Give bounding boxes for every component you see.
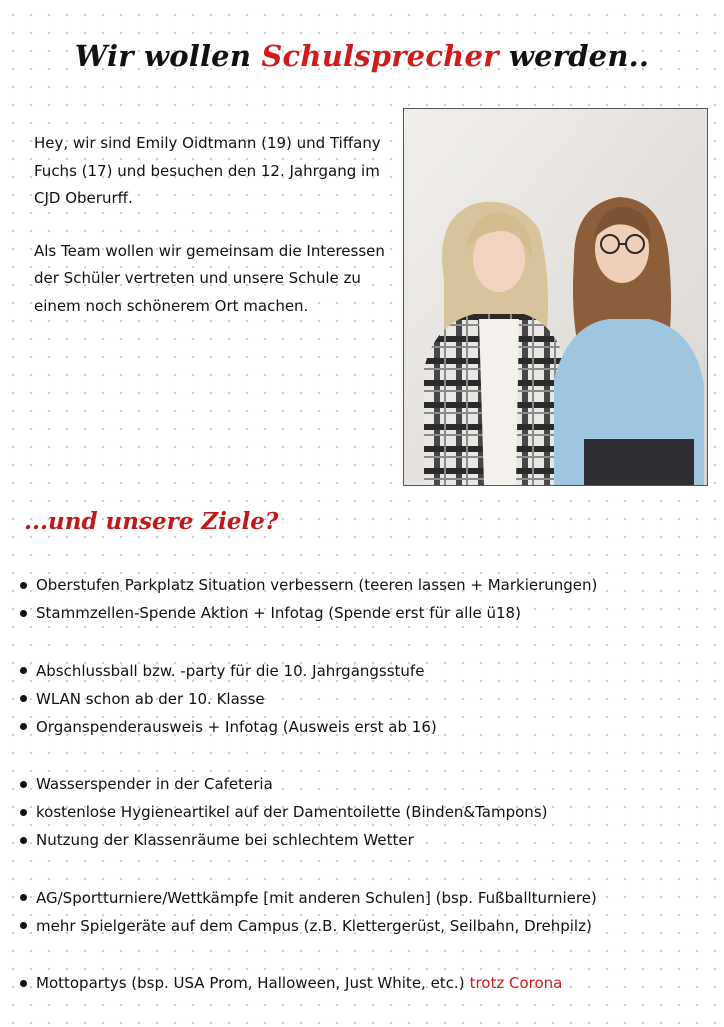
goal-group-5: [20, 969, 720, 997]
intro-paragraph-1: Hey, wir sind Emily Oidtmann (19) und Tiffany Fuchs (17) und besuchen den 12. Jahrgang im CJD Oberurff.: [34, 134, 381, 207]
goals-list: [20, 571, 720, 1027]
list-item: [20, 599, 720, 627]
list-item: [20, 571, 720, 599]
page-title: [0, 39, 724, 73]
bullet-icon: [20, 695, 27, 702]
headline-highlight: Schulsprecher: [261, 39, 499, 74]
bullet-icon: [20, 781, 27, 788]
bullet-icon: [20, 922, 27, 929]
bullet-icon: [20, 980, 27, 987]
bullet-icon: [20, 582, 27, 589]
goals-heading-text: ...und unsere Ziele: [24, 508, 265, 535]
goal-group-1: [20, 571, 720, 627]
bullet-icon: [20, 723, 27, 730]
goal-text: Wasserspender in der Cafeteria: [36, 775, 273, 793]
candidates-photo: [403, 108, 708, 486]
bullet-icon: [20, 894, 27, 901]
goal-group-4: [20, 884, 720, 940]
goal-text: Nutzung der Klassenräume bei schlechtem Wetter: [36, 831, 414, 849]
goal-text: Organspenderausweis + Infotag (Ausweis erst ab 16): [36, 717, 437, 736]
goal-text: AG/Sportturniere/Wettkämpfe [mit anderen Schulen] (bsp. Fußballturniere): [36, 888, 597, 907]
headline-part-1: Wir wollen: [74, 39, 252, 74]
goal-text: kostenlose Hygieneartikel auf der Damentoilette (Binden&Tampons): [36, 803, 548, 821]
goal-text: WLAN schon ab der 10. Klasse: [36, 689, 265, 708]
list-item: [20, 685, 720, 713]
intro-text: [34, 130, 394, 345]
list-item: [20, 912, 720, 940]
list-item: [20, 884, 720, 912]
goal-group-2: [20, 657, 720, 741]
goals-heading-question-mark: ?: [264, 508, 279, 535]
headline-part-2: werden..: [508, 39, 650, 74]
list-item: [20, 826, 720, 854]
list-item: [20, 713, 720, 741]
goals-heading: [24, 508, 278, 535]
goal-note: trotz Corona: [469, 974, 563, 992]
bullet-icon: [20, 809, 27, 816]
intro-paragraph-2: Als Team wollen wir gemeinsam die Interessen der Schüler vertreten und unsere Schule zu einem noch schönerem Ort machen.: [34, 241, 385, 315]
list-item: [20, 969, 720, 997]
goal-text: Stammzellen-Spende Aktion + Infotag (Spende erst für alle ü18): [36, 604, 521, 622]
goal-text: mehr Spielgeräte auf dem Campus (z.B. Klettergerüst, Seilbahn, Drehpilz): [36, 916, 592, 935]
goal-group-3: [20, 770, 720, 854]
goal-text: Mottopartys (bsp. USA Prom, Halloween, Just White, etc.): [36, 974, 465, 992]
list-item: [20, 770, 720, 798]
list-item: [20, 657, 720, 685]
bullet-icon: [20, 610, 27, 617]
bullet-icon: [20, 667, 27, 674]
goal-text: Oberstufen Parkplatz Situation verbessern (teeren lassen + Markierungen): [36, 576, 598, 594]
bullet-icon: [20, 837, 27, 844]
goal-text: Abschlussball bzw. -party für die 10. Jahrgangsstufe: [36, 661, 425, 680]
list-item: [20, 798, 720, 826]
